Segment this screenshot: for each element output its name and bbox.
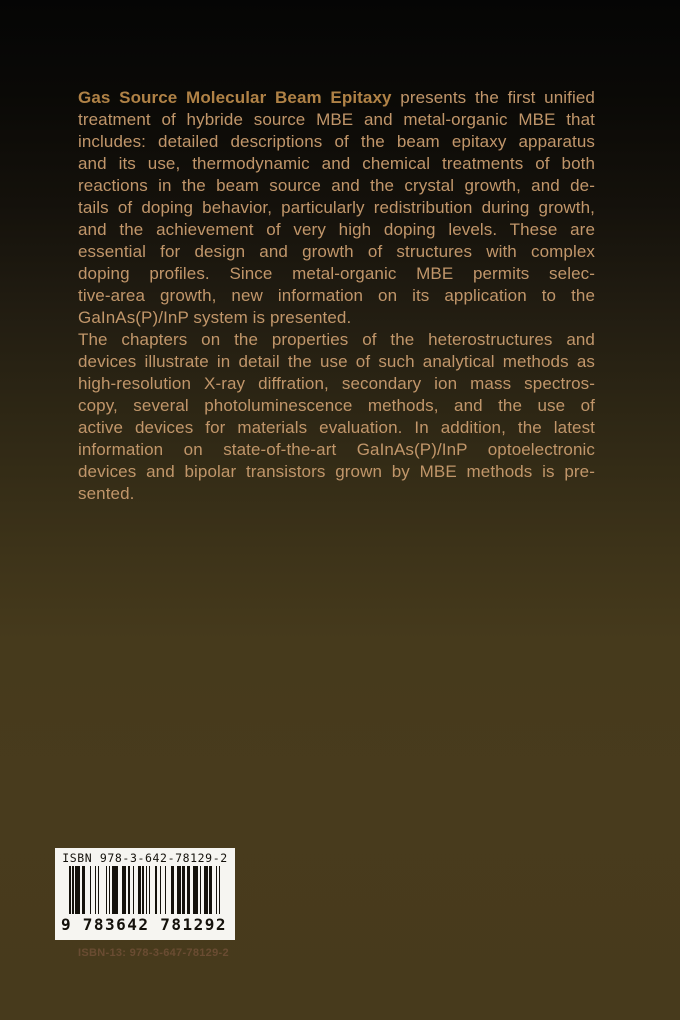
blurb-line: tive-area growth, new information on its application to the [78,286,595,305]
blurb-line: devices and bipolar transistors grown by MBE methods is pre- [78,462,595,481]
blurb-line: devices illustrate in detail the use of such analytical methods as [78,352,595,371]
blurb-line-first-rest: presents the first unified [391,88,595,107]
barcode [55,848,235,940]
blurb-line: The chapters on the properties of the heterostructures and [78,330,595,349]
blurb-line: includes: detailed descriptions of the beam epitaxy apparatus [78,132,595,151]
blurb-line: reactions in the beam source and the crystal growth, and de- [78,176,595,195]
blurb-line: tails of doping behavior, particularly redistribution during growth, [78,198,595,217]
blurb-line: doping profiles. Since metal-organic MBE permits selec- [78,264,595,283]
blurb-paragraph-1-lines [78,109,595,329]
book-title-bold: Gas Source Molecular Beam Epitaxy [78,88,392,107]
barcode-bar [219,866,221,914]
blurb-paragraph-2 [78,329,595,505]
blurb-line: copy, several photoluminescence methods, and the use of [78,396,595,415]
barcode-bars [69,866,221,914]
blurb-line-first [78,87,595,109]
back-cover-blurb [78,87,595,505]
blurb-line: treatment of hybride source MBE and metal-organic MBE that [78,110,595,129]
blurb-line: and the achievement of very high doping levels. These are [78,220,595,239]
blurb-line: GaInAs(P)/InP system is presented. [78,308,352,327]
blurb-line: high-resolution X-ray diffration, secondary ion mass spectros- [78,374,595,393]
isbn13-caption: ISBN-13: 978-3-647-78129-2 [78,947,229,959]
blurb-line: essential for design and growth of structures with complex [78,242,595,261]
blurb-line: sented. [78,484,135,503]
blurb-line: active devices for materials evaluation. In addition, the latest [78,418,595,437]
barcode-digit-group-1: 783642 [82,915,150,934]
barcode-digits [61,915,227,935]
barcode-isbn-header: ISBN 978-3-642-78129-2 [62,851,228,865]
blurb-paragraph-1 [78,87,595,329]
barcode-digit-group-2: 781292 [160,915,227,934]
blurb-line: information on state-of-the-art GaInAs(P)/InP optoelectronic [78,440,595,459]
blurb-line: and its use, thermodynamic and chemical treatments of both [78,154,595,173]
barcode-digit-left: 9 [61,915,73,934]
